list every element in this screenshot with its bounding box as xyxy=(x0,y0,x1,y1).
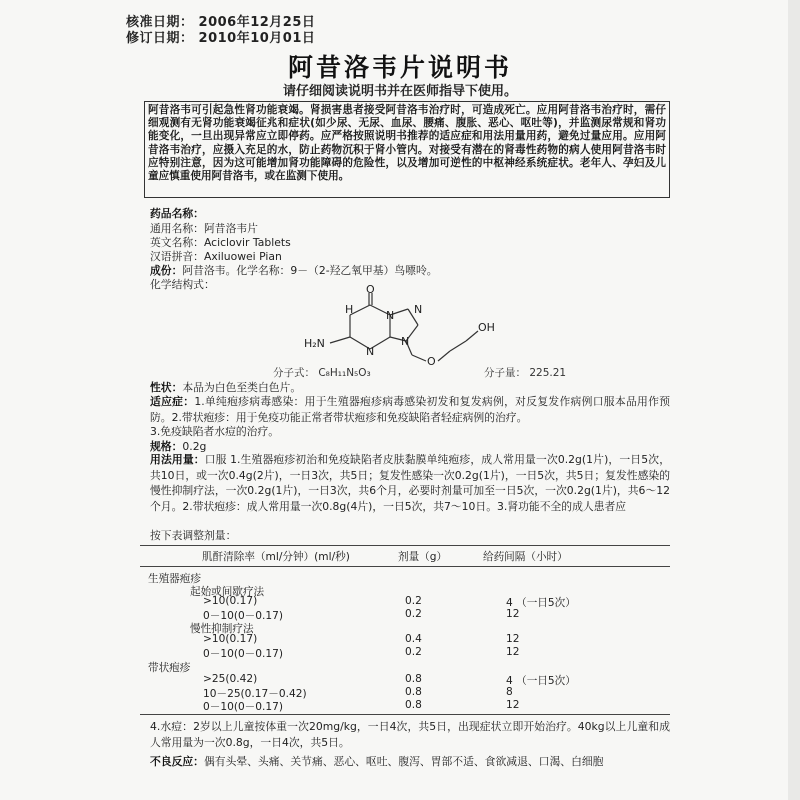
formula-value: C₈H₁₁N₅O₃ xyxy=(318,367,371,379)
table-row: 慢性抑制疗法 xyxy=(190,623,254,635)
properties-label: 性状： xyxy=(150,381,183,394)
indications-label: 适应症： xyxy=(150,395,195,408)
table-cell-interval: 4 （一日5次） xyxy=(506,675,576,687)
atom-n3: N xyxy=(401,335,410,348)
table-cell-interval: 8 xyxy=(506,686,513,698)
atom-h: H xyxy=(345,303,354,316)
table-row: 0－10(0－0.17) xyxy=(203,648,284,660)
weight-value: 225.21 xyxy=(529,367,567,379)
table-cell-interval: 12 xyxy=(506,699,520,711)
table-row: 10－25(0.17－0.42) xyxy=(203,688,307,700)
usage-label: 用法用量： xyxy=(150,453,205,466)
indications-text: 1.单纯疱疹病毒感染：用于生殖器疱疹病毒感染初发和复发病例，对反复发作病例口服本品用作预防。2.带状疱疹：用于免疫功能正常者带状疱疹和免疫缺陷者轻症病例的治疗。 xyxy=(150,395,670,424)
atom-o-ether: O xyxy=(427,355,436,368)
table-cell-dose: 0.8 xyxy=(405,686,422,698)
spec-label: 规格： xyxy=(150,440,183,453)
table-top-rule xyxy=(140,545,670,546)
indications-line3: 3.免疫缺陷者水痘的治疗。 xyxy=(150,425,280,438)
scan-edge xyxy=(788,0,800,800)
table-cell-dose: 0.2 xyxy=(405,608,422,620)
table-intro: 按下表调整剂量： xyxy=(150,529,237,542)
formula-label: 分子式： xyxy=(273,367,315,379)
table-row: 0－10(0－0.17) xyxy=(203,610,284,622)
page-title: 阿昔洛韦片说明书 xyxy=(287,53,512,82)
table-row: >25(0.42) xyxy=(203,673,258,685)
atom-oh: OH xyxy=(478,321,495,334)
table-header-dose: 剂量（g） xyxy=(398,551,448,563)
properties xyxy=(150,381,301,394)
structure-heading: 化学结构式： xyxy=(150,278,215,291)
composition-text: 阿昔洛韦。化学名称：9－（2-羟乙氧甲基）鸟嘌呤。 xyxy=(182,264,438,277)
page-subtitle: 请仔细阅读说明书并在医师指导下使用。 xyxy=(282,84,517,99)
atom-n1: N xyxy=(386,309,395,322)
composition-label: 成份： xyxy=(150,264,183,277)
atom-o: O xyxy=(366,285,375,296)
adverse-text: 偶有头晕、头痛、关节痛、恶心、呕吐、腹泻、胃部不适、食欲减退、口渴、白细胞 xyxy=(203,755,604,768)
table-row: >10(0.17) xyxy=(203,633,258,645)
table-header-rule xyxy=(140,566,670,567)
molecular-weight xyxy=(484,365,566,380)
approval-date: 核准日期： 2006年12月25日 xyxy=(126,15,316,30)
adverse-label: 不良反应： xyxy=(150,755,204,768)
table-header-interval: 给药间隔（小时） xyxy=(483,551,568,563)
composition xyxy=(150,264,438,277)
table-cell-dose: 0.2 xyxy=(405,646,422,658)
table-cell-dose: 0.2 xyxy=(405,595,422,607)
table-row: 带状疱疹 xyxy=(148,662,191,674)
black-box-warning: 阿昔洛韦可引起急性肾功能衰竭。肾损害患者接受阿昔洛韦治疗时，可造成死亡。应用阿昔洛韦治疗时，需仔细观测有无肾功能衰竭征兆和症状(如少尿、无尿、血尿、腰痛、腹胀、恶心、呕吐等)，并监测尿常规和肾功能变化，一旦出现异常应立即停药。应严格按照说明书推荐的适应症和用法用量用药，避免过量应用。应用阿昔洛韦治疗，应摄入充足的水，防止药物沉积于肾小管内。对接受有潜在的肾毒性药物的病人使用阿昔洛韦时应特别注意，因为这可能增加肾功能障碍的危险性，以及增加可逆性的中枢神经系统症状。老年人、孕妇及儿童应慎重使用阿昔洛韦，或在监测下使用。 xyxy=(144,101,670,198)
table-header-clearance: 肌酐清除率（ml/分钟）(ml/秒) xyxy=(202,551,350,563)
revision-date: 修订日期： 2010年10月01日 xyxy=(126,31,316,46)
weight-label: 分子量： xyxy=(484,367,526,379)
table-cell-interval: 12 xyxy=(506,608,520,620)
atom-n4: N xyxy=(366,345,375,358)
table-row: >10(0.17) xyxy=(203,595,258,607)
varicella: 4.水痘：2岁以上儿童按体重一次20mg/kg，一日4次，共5日，出现症状立即开始治疗。40kg以上儿童和成人常用量为一次0.8g，一日4次，共5日。 xyxy=(150,720,670,749)
table-cell-interval: 4 （一日5次） xyxy=(506,597,576,609)
table-cell-dose: 0.8 xyxy=(405,673,422,685)
properties-text: 本品为白色至类白色片。 xyxy=(182,381,302,394)
atom-n2: N xyxy=(414,303,423,316)
molecular-formula xyxy=(273,365,371,380)
drug-name-heading: 药品名称： xyxy=(150,207,204,220)
table-cell-dose: 0.8 xyxy=(405,699,422,711)
usage xyxy=(150,452,670,514)
table-row: 0－10(0－0.17) xyxy=(203,701,284,713)
english-name: 英文名称：Aciclovir Tablets xyxy=(150,236,291,249)
atom-nh2: H₂N xyxy=(304,337,325,350)
indications xyxy=(150,394,670,425)
usage-text: 口服 1.生殖器疱疹初治和免疫缺陷者皮肤黏膜单纯疱疹，成人常用量一次0.2g(1片)，一日5次，共10日，或一次0.4g(2片)，一日3次，共5日；复发性感染一次0.2g(1片)，一日5次，共5日；复发性感染的慢性抑制疗法，一次0.2g(1片)，一日3次，共6个月，必要时剂量可加至一日5次，一次0.2g(1片)，共6～12个月。2.带状疱疹：成人常用量一次0.8g(4片)，一日5次，共7～10日。3.肾功能不全的成人患者应 xyxy=(150,453,670,513)
table-bottom-rule xyxy=(140,714,670,715)
table-cell-dose: 0.4 xyxy=(405,633,422,645)
spec-value: 0.2g xyxy=(182,440,207,453)
table-row: 起始或间歇疗法 xyxy=(190,586,265,598)
table-cell-interval: 12 xyxy=(506,633,520,645)
table-cell-interval: 12 xyxy=(506,646,520,658)
adverse-reactions xyxy=(150,755,603,768)
chemical-structure xyxy=(300,285,510,375)
pinyin-name: 汉语拼音：Axiluowei Pian xyxy=(150,250,282,263)
generic-name: 通用名称：阿昔洛韦片 xyxy=(150,222,258,235)
table-row: 生殖器疱疹 xyxy=(148,573,201,585)
